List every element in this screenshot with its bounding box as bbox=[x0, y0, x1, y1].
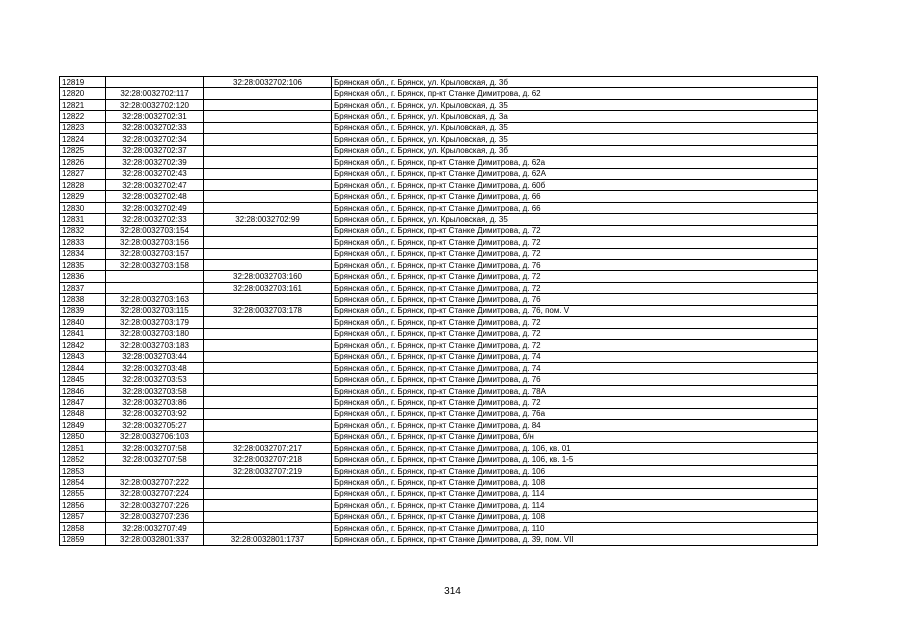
row-number-cell: 12835 bbox=[60, 260, 106, 271]
cadastral-number-cell: 32:28:0032702:34 bbox=[106, 134, 204, 145]
related-cadastral-number-cell bbox=[204, 202, 332, 213]
address-cell: Брянская обл., г. Брянск, пр-кт Станке Димитрова, д. 76 bbox=[332, 374, 818, 385]
table-row bbox=[60, 157, 818, 168]
table-row bbox=[60, 431, 818, 442]
row-number-cell: 12844 bbox=[60, 362, 106, 373]
table-row bbox=[60, 408, 818, 419]
cadastral-number-cell bbox=[106, 77, 204, 88]
row-number-cell: 12838 bbox=[60, 294, 106, 305]
cadastral-number-cell: 32:28:0032703:92 bbox=[106, 408, 204, 419]
address-cell: Брянская обл., г. Брянск, пр-кт Станке Димитрова, д. 62 bbox=[332, 88, 818, 99]
table-row bbox=[60, 179, 818, 190]
table-row bbox=[60, 282, 818, 293]
table-row bbox=[60, 134, 818, 145]
cadastral-number-cell: 32:28:0032703:48 bbox=[106, 362, 204, 373]
address-cell: Брянская обл., г. Брянск, пр-кт Станке Димитрова, д. 84 bbox=[332, 420, 818, 431]
row-number-cell: 12839 bbox=[60, 305, 106, 316]
related-cadastral-number-cell: 32:28:0032707:219 bbox=[204, 465, 332, 476]
table-row bbox=[60, 477, 818, 488]
address-cell: Брянская обл., г. Брянск, ул. Крыловская, д. 3а bbox=[332, 111, 818, 122]
row-number-cell: 12820 bbox=[60, 88, 106, 99]
related-cadastral-number-cell bbox=[204, 500, 332, 511]
address-cell: Брянская обл., г. Брянск, ул. Крыловская, д. 3б bbox=[332, 77, 818, 88]
cadastral-number-cell: 32:28:0032702:37 bbox=[106, 145, 204, 156]
address-cell: Брянская обл., г. Брянск, пр-кт Станке Димитрова, д. 66 bbox=[332, 202, 818, 213]
row-number-cell: 12856 bbox=[60, 500, 106, 511]
table-row bbox=[60, 534, 818, 545]
row-number-cell: 12833 bbox=[60, 237, 106, 248]
cadastral-number-cell: 32:28:0032703:158 bbox=[106, 260, 204, 271]
table-row bbox=[60, 202, 818, 213]
row-number-cell: 12822 bbox=[60, 111, 106, 122]
related-cadastral-number-cell bbox=[204, 328, 332, 339]
row-number-cell: 12850 bbox=[60, 431, 106, 442]
address-cell: Брянская обл., г. Брянск, пр-кт Станке Димитрова, д. 110 bbox=[332, 523, 818, 534]
cadastral-number-cell: 32:28:0032702:117 bbox=[106, 88, 204, 99]
table-row bbox=[60, 271, 818, 282]
cadastral-number-cell: 32:28:0032707:49 bbox=[106, 523, 204, 534]
address-cell: Брянская обл., г. Брянск, пр-кт Станке Димитрова, д. 39, пом. VII bbox=[332, 534, 818, 545]
row-number-cell: 12830 bbox=[60, 202, 106, 213]
cadastral-number-cell: 32:28:0032702:43 bbox=[106, 168, 204, 179]
related-cadastral-number-cell bbox=[204, 88, 332, 99]
table-row bbox=[60, 294, 818, 305]
table-row bbox=[60, 328, 818, 339]
address-cell: Брянская обл., г. Брянск, ул. Крыловская, д. 35 bbox=[332, 214, 818, 225]
table-row bbox=[60, 351, 818, 362]
cadastral-number-cell: 32:28:0032707:58 bbox=[106, 443, 204, 454]
related-cadastral-number-cell bbox=[204, 431, 332, 442]
table-row bbox=[60, 443, 818, 454]
row-number-cell: 12843 bbox=[60, 351, 106, 362]
row-number-cell: 12821 bbox=[60, 99, 106, 110]
address-cell: Брянская обл., г. Брянск, пр-кт Станке Димитрова, д. 72 bbox=[332, 397, 818, 408]
table-row bbox=[60, 465, 818, 476]
related-cadastral-number-cell bbox=[204, 340, 332, 351]
row-number-cell: 12851 bbox=[60, 443, 106, 454]
related-cadastral-number-cell bbox=[204, 362, 332, 373]
related-cadastral-number-cell bbox=[204, 420, 332, 431]
table-row bbox=[60, 145, 818, 156]
row-number-cell: 12852 bbox=[60, 454, 106, 465]
related-cadastral-number-cell: 32:28:0032702:106 bbox=[204, 77, 332, 88]
related-cadastral-number-cell bbox=[204, 225, 332, 236]
related-cadastral-number-cell bbox=[204, 157, 332, 168]
address-cell: Брянская обл., г. Брянск, пр-кт Станке Димитрова, д. 106 bbox=[332, 465, 818, 476]
related-cadastral-number-cell bbox=[204, 408, 332, 419]
related-cadastral-number-cell bbox=[204, 523, 332, 534]
table-row bbox=[60, 88, 818, 99]
table-row bbox=[60, 225, 818, 236]
table-row bbox=[60, 111, 818, 122]
related-cadastral-number-cell: 32:28:0032703:161 bbox=[204, 282, 332, 293]
row-number-cell: 12831 bbox=[60, 214, 106, 225]
table-row bbox=[60, 523, 818, 534]
row-number-cell: 12819 bbox=[60, 77, 106, 88]
address-cell: Брянская обл., г. Брянск, пр-кт Станке Димитрова, д. 76а bbox=[332, 408, 818, 419]
cadastral-number-cell bbox=[106, 271, 204, 282]
address-cell: Брянская обл., г. Брянск, пр-кт Станке Димитрова, д. 72 bbox=[332, 328, 818, 339]
table-row bbox=[60, 385, 818, 396]
cadastral-number-cell: 32:28:0032702:120 bbox=[106, 99, 204, 110]
row-number-cell: 12858 bbox=[60, 523, 106, 534]
cadastral-number-cell: 32:28:0032702:33 bbox=[106, 122, 204, 133]
address-cell: Брянская обл., г. Брянск, ул. Крыловская, д. 35 bbox=[332, 134, 818, 145]
cadastral-number-cell: 32:28:0032702:48 bbox=[106, 191, 204, 202]
table-row bbox=[60, 77, 818, 88]
address-cell: Брянская обл., г. Брянск, пр-кт Станке Димитрова, д. 60б bbox=[332, 179, 818, 190]
address-cell: Брянская обл., г. Брянск, пр-кт Станке Димитрова, д. 72 bbox=[332, 225, 818, 236]
related-cadastral-number-cell bbox=[204, 111, 332, 122]
cadastral-number-cell: 32:28:0032703:183 bbox=[106, 340, 204, 351]
related-cadastral-number-cell bbox=[204, 294, 332, 305]
table-row bbox=[60, 397, 818, 408]
row-number-cell: 12853 bbox=[60, 465, 106, 476]
table-row bbox=[60, 500, 818, 511]
address-cell: Брянская обл., г. Брянск, пр-кт Станке Димитрова, д. 76 bbox=[332, 294, 818, 305]
cadastral-number-cell: 32:28:0032703:115 bbox=[106, 305, 204, 316]
table-row bbox=[60, 122, 818, 133]
cadastral-number-cell: 32:28:0032706:103 bbox=[106, 431, 204, 442]
cadastral-number-cell: 32:28:0032707:58 bbox=[106, 454, 204, 465]
row-number-cell: 12823 bbox=[60, 122, 106, 133]
table-row bbox=[60, 454, 818, 465]
address-cell: Брянская обл., г. Брянск, пр-кт Станке Димитрова, д. 74 bbox=[332, 351, 818, 362]
address-cell: Брянская обл., г. Брянск, пр-кт Станке Димитрова, д. 72 bbox=[332, 271, 818, 282]
cadastral-number-cell: 32:28:0032703:53 bbox=[106, 374, 204, 385]
cadastral-number-cell: 32:28:0032702:31 bbox=[106, 111, 204, 122]
address-cell: Брянская обл., г. Брянск, пр-кт Станке Димитрова, б/н bbox=[332, 431, 818, 442]
related-cadastral-number-cell: 32:28:0032703:160 bbox=[204, 271, 332, 282]
row-number-cell: 12848 bbox=[60, 408, 106, 419]
registry-table-body bbox=[60, 77, 818, 546]
address-cell: Брянская обл., г. Брянск, ул. Крыловская, д. 3б bbox=[332, 145, 818, 156]
row-number-cell: 12828 bbox=[60, 179, 106, 190]
address-cell: Брянская обл., г. Брянск, пр-кт Станке Димитрова, д. 72 bbox=[332, 237, 818, 248]
row-number-cell: 12849 bbox=[60, 420, 106, 431]
row-number-cell: 12847 bbox=[60, 397, 106, 408]
table-row bbox=[60, 511, 818, 522]
table-row bbox=[60, 374, 818, 385]
cadastral-number-cell: 32:28:0032707:236 bbox=[106, 511, 204, 522]
address-cell: Брянская обл., г. Брянск, пр-кт Станке Димитрова, д. 76, пом. V bbox=[332, 305, 818, 316]
address-cell: Брянская обл., г. Брянск, пр-кт Станке Димитрова, д. 106, кв. 01 bbox=[332, 443, 818, 454]
table-row bbox=[60, 237, 818, 248]
row-number-cell: 12836 bbox=[60, 271, 106, 282]
table-row bbox=[60, 305, 818, 316]
related-cadastral-number-cell: 32:28:0032801:1737 bbox=[204, 534, 332, 545]
related-cadastral-number-cell bbox=[204, 122, 332, 133]
table-row bbox=[60, 214, 818, 225]
address-cell: Брянская обл., г. Брянск, пр-кт Станке Димитрова, д. 114 bbox=[332, 500, 818, 511]
cadastral-number-cell: 32:28:0032703:86 bbox=[106, 397, 204, 408]
related-cadastral-number-cell: 32:28:0032703:178 bbox=[204, 305, 332, 316]
address-cell: Брянская обл., г. Брянск, пр-кт Станке Димитрова, д. 114 bbox=[332, 488, 818, 499]
address-cell: Брянская обл., г. Брянск, пр-кт Станке Димитрова, д. 108 bbox=[332, 511, 818, 522]
address-cell: Брянская обл., г. Брянск, пр-кт Станке Димитрова, д. 78А bbox=[332, 385, 818, 396]
related-cadastral-number-cell bbox=[204, 511, 332, 522]
row-number-cell: 12842 bbox=[60, 340, 106, 351]
table-row bbox=[60, 317, 818, 328]
row-number-cell: 12859 bbox=[60, 534, 106, 545]
related-cadastral-number-cell bbox=[204, 179, 332, 190]
cadastral-number-cell: 32:28:0032707:224 bbox=[106, 488, 204, 499]
related-cadastral-number-cell: 32:28:0032702:99 bbox=[204, 214, 332, 225]
related-cadastral-number-cell bbox=[204, 145, 332, 156]
cadastral-number-cell: 32:28:0032702:47 bbox=[106, 179, 204, 190]
cadastral-number-cell: 32:28:0032703:58 bbox=[106, 385, 204, 396]
page-number: 314 bbox=[444, 586, 461, 597]
row-number-cell: 12845 bbox=[60, 374, 106, 385]
row-number-cell: 12840 bbox=[60, 317, 106, 328]
address-cell: Брянская обл., г. Брянск, пр-кт Станке Димитрова, д. 108 bbox=[332, 477, 818, 488]
related-cadastral-number-cell bbox=[204, 99, 332, 110]
cadastral-number-cell: 32:28:0032705:27 bbox=[106, 420, 204, 431]
address-cell: Брянская обл., г. Брянск, ул. Крыловская, д. 35 bbox=[332, 122, 818, 133]
row-number-cell: 12855 bbox=[60, 488, 106, 499]
address-cell: Брянская обл., г. Брянск, пр-кт Станке Димитрова, д. 76 bbox=[332, 260, 818, 271]
table-row bbox=[60, 248, 818, 259]
address-cell: Брянская обл., г. Брянск, пр-кт Станке Димитрова, д. 62А bbox=[332, 168, 818, 179]
row-number-cell: 12834 bbox=[60, 248, 106, 259]
row-number-cell: 12841 bbox=[60, 328, 106, 339]
related-cadastral-number-cell: 32:28:0032707:218 bbox=[204, 454, 332, 465]
row-number-cell: 12832 bbox=[60, 225, 106, 236]
related-cadastral-number-cell: 32:28:0032707:217 bbox=[204, 443, 332, 454]
row-number-cell: 12829 bbox=[60, 191, 106, 202]
related-cadastral-number-cell bbox=[204, 488, 332, 499]
row-number-cell: 12827 bbox=[60, 168, 106, 179]
address-cell: Брянская обл., г. Брянск, пр-кт Станке Димитрова, д. 72 bbox=[332, 282, 818, 293]
cadastral-number-cell: 32:28:0032703:180 bbox=[106, 328, 204, 339]
table-row bbox=[60, 260, 818, 271]
related-cadastral-number-cell bbox=[204, 397, 332, 408]
table-row bbox=[60, 168, 818, 179]
cadastral-number-cell: 32:28:0032702:49 bbox=[106, 202, 204, 213]
row-number-cell: 12826 bbox=[60, 157, 106, 168]
related-cadastral-number-cell bbox=[204, 260, 332, 271]
related-cadastral-number-cell bbox=[204, 168, 332, 179]
table-row bbox=[60, 420, 818, 431]
cadastral-number-cell: 32:28:0032703:179 bbox=[106, 317, 204, 328]
row-number-cell: 12837 bbox=[60, 282, 106, 293]
address-cell: Брянская обл., г. Брянск, пр-кт Станке Димитрова, д. 66 bbox=[332, 191, 818, 202]
table-row bbox=[60, 191, 818, 202]
cadastral-number-cell: 32:28:0032703:157 bbox=[106, 248, 204, 259]
row-number-cell: 12825 bbox=[60, 145, 106, 156]
address-cell: Брянская обл., г. Брянск, пр-кт Станке Димитрова, д. 72 bbox=[332, 340, 818, 351]
related-cadastral-number-cell bbox=[204, 477, 332, 488]
cadastral-number-cell bbox=[106, 465, 204, 476]
address-cell: Брянская обл., г. Брянск, пр-кт Станке Димитрова, д. 72 bbox=[332, 248, 818, 259]
related-cadastral-number-cell bbox=[204, 191, 332, 202]
related-cadastral-number-cell bbox=[204, 385, 332, 396]
cadastral-number-cell: 32:28:0032703:156 bbox=[106, 237, 204, 248]
related-cadastral-number-cell bbox=[204, 374, 332, 385]
cadastral-number-cell: 32:28:0032703:154 bbox=[106, 225, 204, 236]
related-cadastral-number-cell bbox=[204, 248, 332, 259]
cadastral-number-cell: 32:28:0032707:222 bbox=[106, 477, 204, 488]
cadastral-number-cell: 32:28:0032702:39 bbox=[106, 157, 204, 168]
cadastral-number-cell: 32:28:0032801:337 bbox=[106, 534, 204, 545]
cadastral-number-cell: 32:28:0032702:33 bbox=[106, 214, 204, 225]
table-row bbox=[60, 340, 818, 351]
row-number-cell: 12846 bbox=[60, 385, 106, 396]
related-cadastral-number-cell bbox=[204, 351, 332, 362]
row-number-cell: 12824 bbox=[60, 134, 106, 145]
cadastral-number-cell: 32:28:0032703:163 bbox=[106, 294, 204, 305]
address-cell: Брянская обл., г. Брянск, ул. Крыловская, д. 35 bbox=[332, 99, 818, 110]
related-cadastral-number-cell bbox=[204, 237, 332, 248]
table-row bbox=[60, 488, 818, 499]
table-row bbox=[60, 362, 818, 373]
cadastral-number-cell: 32:28:0032703:44 bbox=[106, 351, 204, 362]
address-cell: Брянская обл., г. Брянск, пр-кт Станке Димитрова, д. 106, кв. 1-5 bbox=[332, 454, 818, 465]
table-row bbox=[60, 99, 818, 110]
related-cadastral-number-cell bbox=[204, 134, 332, 145]
cadastral-number-cell: 32:28:0032707:226 bbox=[106, 500, 204, 511]
cadastral-number-cell bbox=[106, 282, 204, 293]
row-number-cell: 12857 bbox=[60, 511, 106, 522]
row-number-cell: 12854 bbox=[60, 477, 106, 488]
registry-table bbox=[59, 76, 818, 546]
related-cadastral-number-cell bbox=[204, 317, 332, 328]
address-cell: Брянская обл., г. Брянск, пр-кт Станке Димитрова, д. 74 bbox=[332, 362, 818, 373]
address-cell: Брянская обл., г. Брянск, пр-кт Станке Димитрова, д. 72 bbox=[332, 317, 818, 328]
address-cell: Брянская обл., г. Брянск, пр-кт Станке Димитрова, д. 62а bbox=[332, 157, 818, 168]
